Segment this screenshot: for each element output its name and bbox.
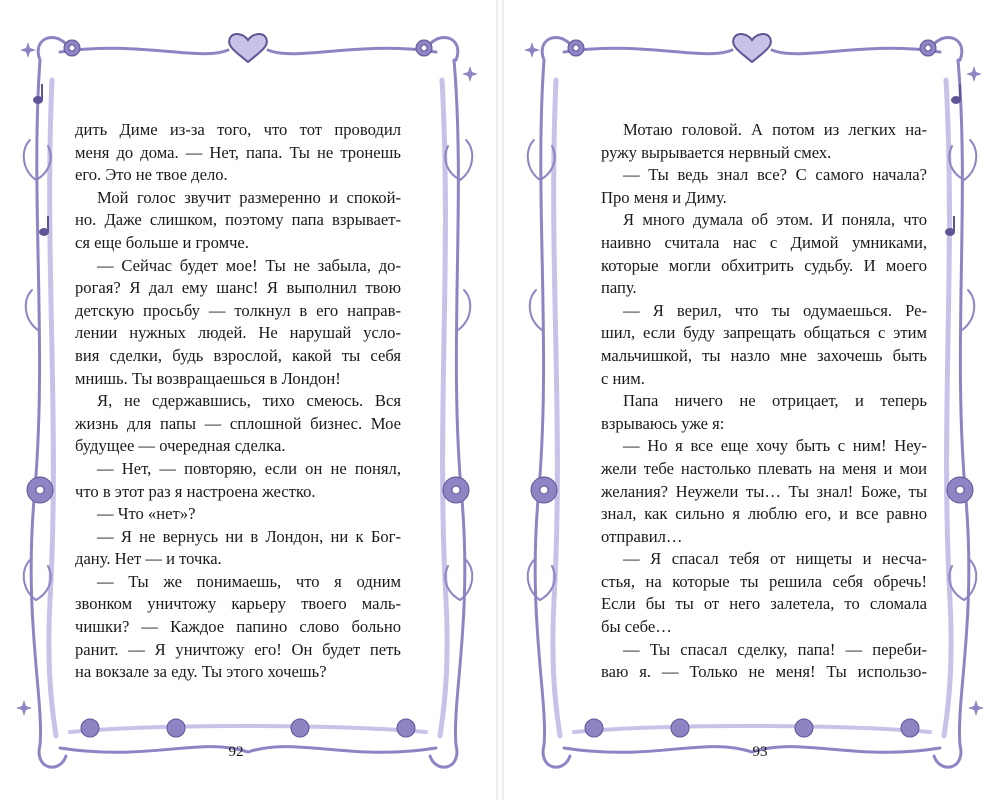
text-line: с ним. — [601, 368, 645, 388]
text-line: рогая? Я дал ему шанс! Я выполнил твою — [75, 278, 401, 298]
text-line: — Ты ведь знал все? С самого начала? — [623, 165, 927, 185]
text-line: шил, если буду запрещать общаться с этим — [601, 323, 927, 343]
text-line: — Что «нет»? — [97, 504, 196, 524]
left-page — [0, 0, 496, 800]
vine-border — [958, 60, 969, 745]
text-line: ранит. — Я уничтожу его! Он будет петь — [75, 639, 401, 659]
text-line: детскую просьбу — толкнул в его направ- — [75, 300, 401, 320]
right-page — [504, 0, 1000, 800]
text-line: Я, не сдержавшись, тихо смеюсь. Вся — [97, 391, 401, 411]
text-line: которые могли обхитрить судьбу. И моего — [601, 255, 927, 275]
text-line: — Ты же понимаешь, что я одним — [97, 571, 401, 591]
text-line: — Сейчас будет мое! Ты не забыла, до- — [97, 255, 401, 275]
heart-icon — [733, 34, 771, 62]
book-gutter — [496, 0, 504, 800]
vine-border — [535, 60, 544, 745]
text-line: ружу вырывается нервный смех. — [601, 142, 832, 162]
text-line: — Ты спасал сделку, папа! — переби- — [623, 639, 927, 659]
text-line: вия сделки, будь взрослой, какой ты себя — [75, 345, 401, 365]
text-line: Если бы ты от него залетела, то сломала — [601, 594, 927, 614]
text-line: ваю я. — Только не меня! Ты использо- — [601, 662, 927, 682]
text-line: отправил… — [601, 526, 683, 546]
text-line: дану. Нет — и точка. — [75, 549, 222, 569]
text-line: желания? Неужели ты… Ты знал! Боже, ты — [601, 481, 927, 501]
text-line: жизнь для папы — сплошной бизнес. Мое — [75, 413, 401, 433]
text-line: звонком уничтожу карьеру твоего маль- — [75, 594, 401, 614]
text-line: Про меня и Диму. — [601, 187, 727, 207]
text-line: на вокзале за еду. Ты этого хочешь? — [75, 662, 327, 682]
text-line: но. Даже слишком, поэтому папа взрывает- — [75, 210, 401, 230]
text-line: стья, на которые ты решила себя обречь! — [601, 571, 927, 591]
vine-border — [31, 60, 40, 745]
text-line: меня до дома. — Нет, папа. Ты не тронешь — [75, 142, 401, 162]
text-line: жели тебе настолько плевать на меня и мои — [601, 458, 927, 478]
page-number: 93 — [752, 744, 768, 760]
text-line: Папа ничего не отрицает, и теперь — [623, 391, 927, 411]
text-line: Я много думала об этом. И поняла, что — [623, 210, 927, 230]
text-line: Мой голос звучит размеренно и спокой- — [97, 187, 401, 207]
text-line: Мотаю головой. А потом из легких на- — [623, 120, 927, 139]
text-line: мальчишкой, ты назло мне захочешь быть — [601, 345, 927, 365]
text-line: наивно считала нас с Димой умниками, — [601, 232, 927, 252]
text-line: лении нужных людей. Не нарушай усло- — [75, 323, 401, 343]
text-line: — Я не вернусь ни в Лондон, ни к Бог- — [97, 526, 401, 546]
text-line: знал, как сильно я люблю его, и все равно — [601, 504, 927, 524]
text-line: дить Диме из-за того, что тот проводил — [75, 120, 401, 139]
text-line: — Но я все еще хочу быть с ним! Неу- — [623, 436, 927, 456]
page-number: 92 — [228, 744, 244, 760]
heart-icon — [229, 34, 267, 62]
text-line: — Я верил, что ты одумаешься. Ре- — [623, 300, 927, 320]
page-text — [601, 119, 927, 684]
text-line: — Я спасал тебя от нищеты и несча- — [623, 549, 927, 569]
text-line: папу. — [601, 278, 637, 298]
text-line: бы себе… — [601, 617, 672, 637]
text-line: его. Это не твое дело. — [75, 165, 228, 185]
text-line: чишки? — Каждое папино слово больно — [75, 617, 401, 637]
text-line: будущее — очередная сделка. — [75, 436, 286, 456]
text-line: мнишь. Ты возвращаешься в Лондон! — [75, 368, 341, 388]
vine-border — [454, 60, 465, 745]
text-line: ся еще больше и громче. — [75, 232, 249, 252]
text-line: — Нет, — повторяю, если он не понял, — [97, 458, 401, 478]
text-line: что в этот раз я настроена жестко. — [75, 481, 316, 501]
text-line: взрываюсь уже я: — [601, 413, 725, 433]
page-text — [75, 119, 401, 684]
